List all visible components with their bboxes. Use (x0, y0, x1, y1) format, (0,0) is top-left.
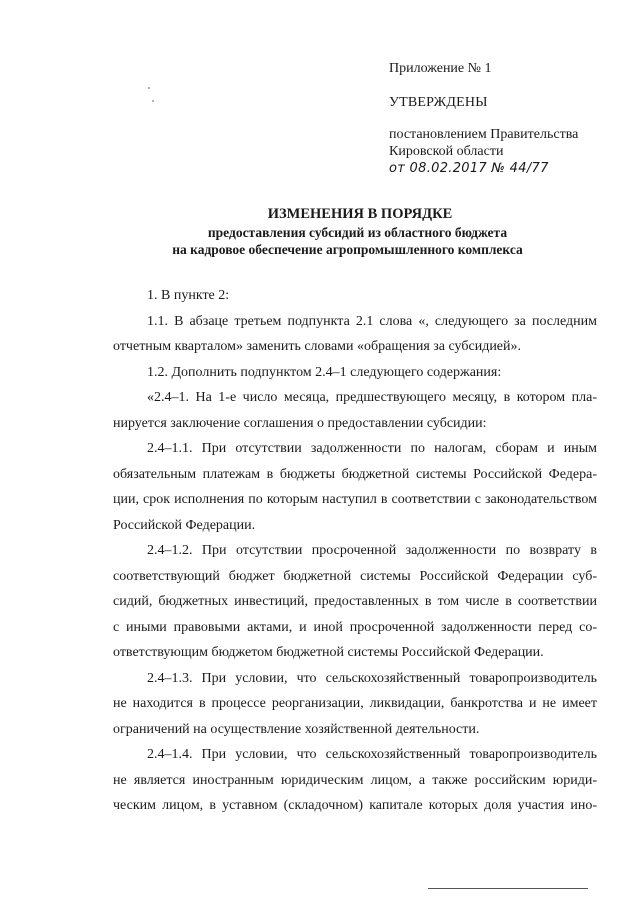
document-title: ИЗМЕНЕНИЯ В ПОРЯДКЕ (267, 206, 453, 222)
body-line: Российской Федерации. (113, 518, 256, 533)
body-line: 1.1. В абзаце третьем подпункта 2.1 слова «, следующего за последним (147, 314, 597, 329)
body-line: ции, срок исполнения по которым наступил в соответствии с законодательством (113, 492, 597, 507)
body-line: 2.4–1.2. При отсутствии просроченной задолженности по возврату в (147, 543, 597, 558)
body-line: отчетным кварталом» заменить словами «обращения за субсидией». (113, 339, 522, 354)
approved-label: УТВЕРЖДЕНЫ (389, 95, 488, 110)
document-subtitle-line-1: предоставления субсидий из областного бюджета (207, 225, 508, 240)
body-line: 2.4–1.3. При условии, что сельскохозяйственный товаропроизводитель (147, 671, 597, 686)
document-subtitle-line-2: на кадровое обеспечение агропромышленного комплекса (172, 242, 523, 257)
scan-speck (148, 87, 150, 89)
decree-line-2: Кировской области (389, 144, 504, 159)
body-line: ческим лицом, в уставном (складочном) капитале которых доля участия ино- (113, 798, 597, 813)
decree-date-handwritten: от 08.02.2017 № 44/77 (389, 161, 549, 176)
body-line: 1. В пункте 2: (147, 288, 230, 303)
body-line: соответствующий бюджет бюджетной системы Российской Федерации суб- (113, 569, 597, 584)
decree-line-1: постановлением Правительства (389, 127, 579, 142)
body-line: 1.2. Дополнить подпунктом 2.4–1 следующего содержания: (147, 365, 502, 380)
appendix-number: Приложение № 1 (389, 61, 492, 76)
body-line: не является иностранным юридическим лицом, а также российским юриди- (113, 773, 597, 788)
body-line: 2.4–1.1. При отсутствии задолженности по налогам, сборам и иным (147, 441, 597, 456)
body-line: «2.4–1. На 1-е число месяца, предшествующего месяцу, в котором пла- (147, 390, 597, 405)
scan-speck (152, 100, 154, 102)
body-line: сидий, бюджетных инвестиций, предоставленных в том числе в соответствии (113, 594, 597, 609)
body-line: с иными правовыми актами, и иной просроченной задолженности перед со- (113, 620, 597, 635)
body-line: не находится в процессе реорганизации, ликвидации, банкротства и не имеет (113, 696, 597, 711)
body-line: ограничений на осуществление хозяйственной деятельности. (113, 722, 480, 737)
body-line: 2.4–1.4. При условии, что сельскохозяйственный товаропроизводитель (147, 747, 597, 762)
footer-rule (428, 888, 588, 889)
body-line: обязательным платежам в бюджеты бюджетной системы Российской Федера- (113, 467, 597, 482)
body-line: нируется заключение соглашения о предоставлении субсидии: (113, 416, 487, 431)
body-line: ответствующим бюджетом бюджетной системы Российской Федерации. (113, 645, 544, 660)
